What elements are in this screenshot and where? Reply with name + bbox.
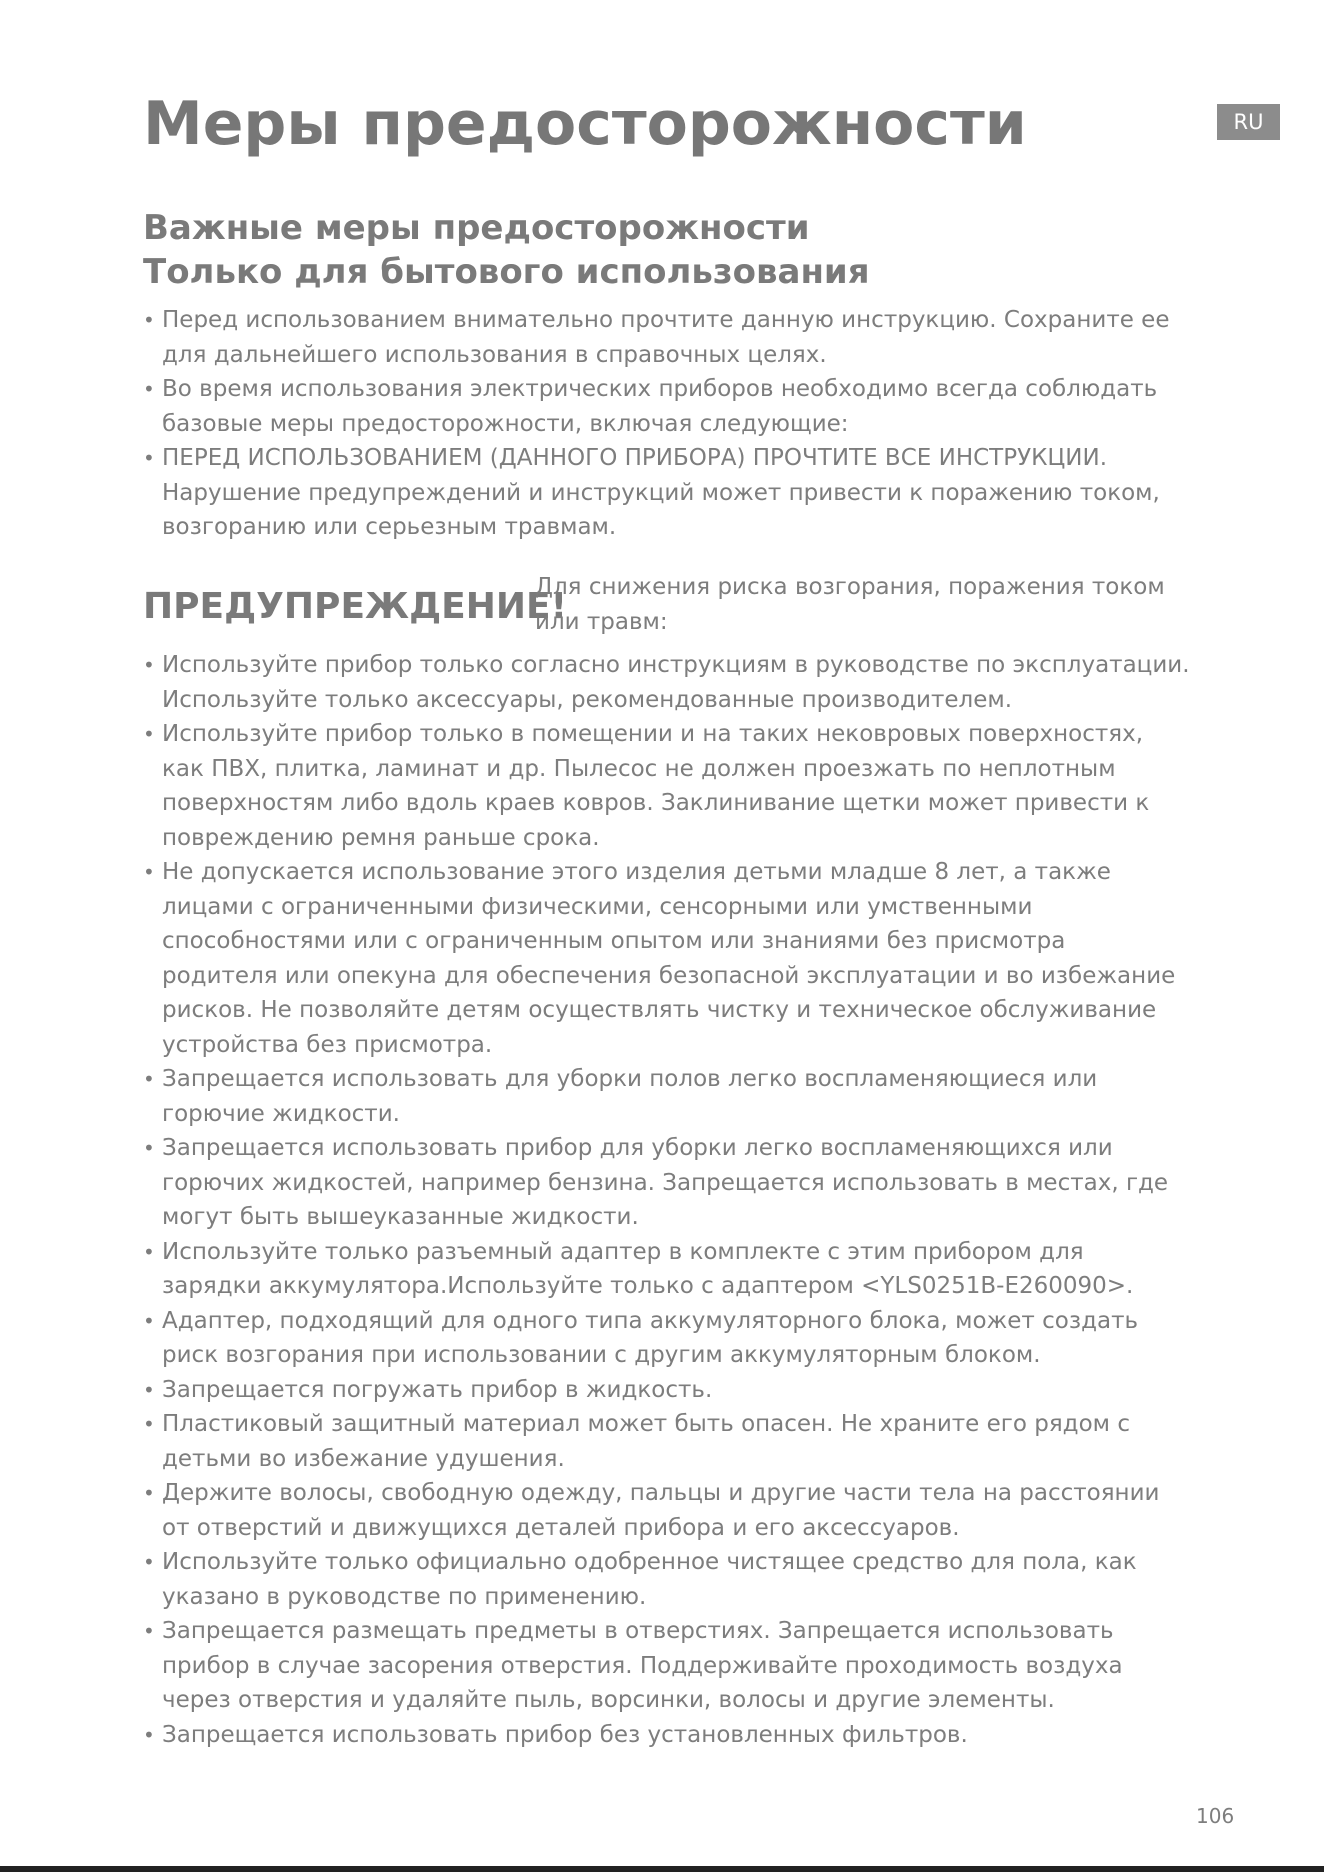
list-item-line: детьми во избежание удушения. [162,1445,565,1472]
language-badge: RU [1217,104,1280,140]
list-item [143,1476,1223,1545]
list-item-line: Запрещается размещать предметы в отверстиях. Запрещается использовать [162,1618,1114,1644]
list-item-line: повреждению ремня раньше срока. [162,824,600,851]
list-item-line: Не допускается использование этого изделия детьми младше 8 лет, а также [162,859,1111,885]
bullet-icon: • [143,860,155,884]
bullet-icon: • [143,1239,155,1264]
list-item-line: Адаптер, подходящий для одного типа аккумуляторного блока, может создать [162,1307,1139,1334]
warning-list [143,648,1223,1752]
warning-note [535,570,1165,639]
list-item-line: Используйте только аксессуары, рекомендованные производителем. [162,686,1013,713]
list-item [143,717,1223,855]
section-subtitle: Важные меры предосторожности [143,208,810,248]
list-item-line: Используйте прибор только согласно инструкциям в руководстве по эксплуатации. [162,652,1190,678]
list-item-line: указано в руководстве по применению. [162,1583,647,1610]
warning-note-line: Для снижения риска возгорания, поражения током [535,574,1165,600]
list-item-line: Запрещается использовать для уборки полов легко воспламеняющиеся или [162,1066,1098,1092]
list-item-line: Запрещается погружать прибор в жидкость. [162,1376,713,1403]
list-item-line: риск возгорания при использовании с другим аккумуляторным блоком. [162,1342,1041,1368]
list-item [143,1545,1223,1614]
list-item [143,1062,1223,1131]
list-item-line: поверхностям либо вдоль краев ковров. Заклинивание щетки может привести к [162,790,1150,816]
list-item [143,1373,1223,1408]
bullet-icon: • [143,1722,155,1747]
list-item-line: Используйте только разъемный адаптер в комплекте с этим прибором для [162,1238,1084,1265]
list-item [143,372,1223,441]
list-item-line: Используйте прибор только в помещении и на таких нековровых поверхностях, [162,721,1144,747]
list-item-line: зарядки аккумулятора.Используйте только с адаптером <YLS0251B-E260090>. [162,1273,1134,1299]
list-item-line: родителя или опекуна для обеспечения безопасной эксплуатации и во избежание [162,962,1176,989]
section-subtitle: Только для бытового использования [143,252,870,292]
list-item [143,1131,1223,1235]
bullet-icon: • [143,1136,155,1160]
list-item-line: Используйте только официально одобренное чистящее средство для пола, как [162,1549,1137,1575]
bullet-icon: • [143,653,155,677]
bullet-icon: • [143,446,155,470]
bullet-icon: • [143,1377,155,1402]
list-item-line: способностями или с ограниченным опытом или знаниями без присмотра [162,928,1066,954]
list-item [143,1614,1223,1718]
list-item [143,1407,1223,1476]
list-item-line: горючие жидкости. [162,1100,400,1127]
list-item [143,303,1223,372]
list-item [143,1718,1223,1753]
list-item-line: базовые меры предосторожности, включая следующие: [162,410,849,437]
list-item [143,1235,1223,1304]
list-item-line: Запрещается использовать прибор без установленных фильтров. [162,1721,968,1748]
list-item-line: устройства без присмотра. [162,1031,493,1058]
bullet-icon: • [143,1067,155,1091]
list-item-line: Перед использованием внимательно прочтите данную инструкцию. Сохраните ее [162,307,1170,333]
bullet-icon: • [143,1550,155,1574]
list-item [143,1304,1223,1373]
list-item-line: Запрещается использовать прибор для уборки легко воспламеняющихся или [162,1135,1113,1161]
list-item [143,441,1223,545]
page-title: Меры предосторожности [143,89,1027,159]
list-item-line: ПЕРЕД ИСПОЛЬЗОВАНИЕМ (ДАННОГО ПРИБОРА) ПРОЧТИТЕ ВСЕ ИНСТРУКЦИИ. [162,445,1108,471]
intro-list [143,303,1223,545]
list-item-line: могут быть вышеуказанные жидкости. [162,1204,639,1230]
bullet-icon: • [143,377,155,401]
list-item [143,855,1223,1062]
list-item-line: лицами с ограниченными физическими, сенсорными или умственными [162,893,1033,920]
list-item-line: рисков. Не позволяйте детям осуществлять чистку и техническое обслуживание [162,997,1157,1023]
bullet-icon: • [143,722,155,746]
list-item-line: возгоранию или серьезным травмам. [162,514,617,540]
list-item [143,648,1223,717]
warning-heading: ПРЕДУПРЕЖДЕНИЕ! [143,586,568,627]
list-item-line: для дальнейшего использования в справочных целях. [162,341,827,368]
bullet-icon: • [143,1308,155,1333]
list-item-line: через отверстия и удаляйте пыль, ворсинки, волосы и другие элементы. [162,1687,1055,1713]
list-item-line: прибор в случае засорения отверстия. Поддерживайте проходимость воздуха [162,1652,1123,1679]
list-item-line: от отверстий и движущихся деталей прибора и его аксессуаров. [162,1514,960,1541]
list-item-line: как ПВХ, плитка, ламинат и др. Пылесос не должен проезжать по неплотным [162,755,1116,782]
list-item-line: горючих жидкостей, например бензина. Запрещается использовать в местах, где [162,1169,1169,1196]
bullet-icon: • [143,1619,155,1643]
bottom-rule [0,1866,1324,1872]
list-item-line: Держите волосы, свободную одежду, пальцы и другие части тела на расстоянии [162,1480,1160,1506]
page-number: 106 [1196,1804,1235,1828]
bullet-icon: • [143,1481,155,1505]
bullet-icon: • [143,308,155,332]
list-item-line: Во время использования электрических приборов необходимо всегда соблюдать [162,376,1158,402]
list-item-line: Нарушение предупреждений и инструкций может привести к поражению током, [162,479,1160,506]
list-item-line: Пластиковый защитный материал может быть опасен. Не храните его рядом с [162,1411,1130,1437]
bullet-icon: • [143,1412,155,1436]
warning-note-line: или травм: [535,608,668,635]
